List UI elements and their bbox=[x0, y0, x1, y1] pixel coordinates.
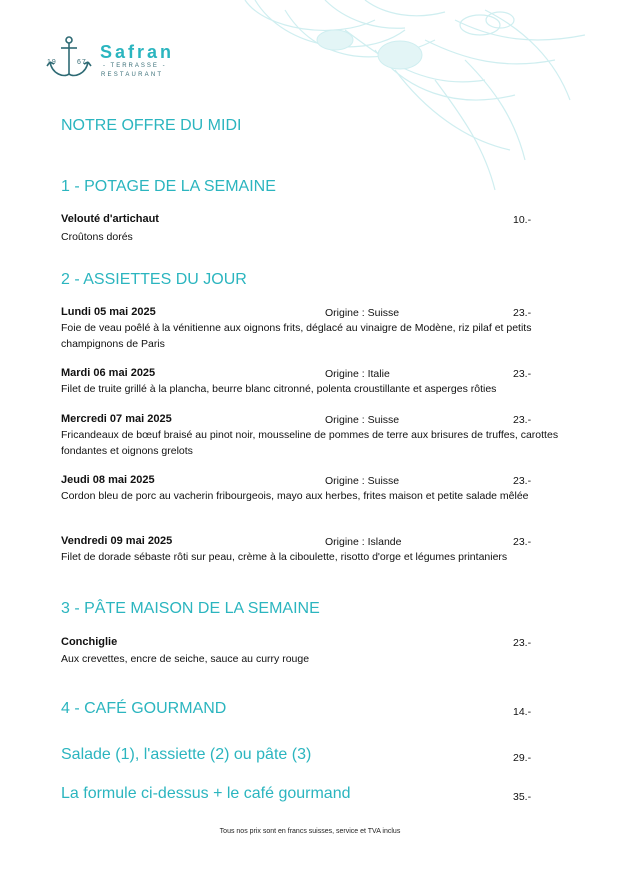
origin-tuesday: Origine : Italie bbox=[325, 368, 390, 380]
day-monday: Lundi 05 mai 2025 bbox=[61, 306, 156, 318]
footer-note: Tous nos prix sont en francs suisses, service et TVA inclus bbox=[219, 828, 401, 835]
origin-monday: Origine : Suisse bbox=[325, 307, 400, 319]
desc-monday: Foie de veau poêlé à la vénitienne aux oignons frits, déglacé au vinaigre de Modène, riz pilaf et petits champignons de Paris bbox=[61, 322, 532, 350]
brand-name: Safran bbox=[100, 42, 175, 62]
day-wednesday: Mercredi 07 mai 2025 bbox=[61, 413, 172, 425]
potage-desc: Croûtons dorés bbox=[61, 231, 133, 243]
section-assiettes-heading: 2 - ASSIETTES DU JOUR bbox=[61, 271, 247, 288]
origin-friday: Origine : Islande bbox=[325, 536, 402, 548]
origin-thursday: Origine : Suisse bbox=[325, 475, 400, 487]
desc-friday: Filet de dorade sébaste rôti sur peau, crème à la ciboulette, risotto d'orge et légumes printaniers bbox=[61, 551, 508, 563]
logo-year-right: 67 bbox=[77, 59, 87, 66]
pate-desc: Aux crevettes, encre de seiche, sauce au curry rouge bbox=[61, 653, 310, 665]
desc-tuesday: Filet de truite grillé à la plancha, beurre blanc citronné, polenta croustillante et asperges rôties bbox=[61, 383, 497, 395]
price-tuesday: 23.- bbox=[513, 368, 532, 380]
potage-name: Velouté d'artichaut bbox=[61, 213, 159, 225]
cafe-price: 14.- bbox=[513, 706, 532, 718]
day-tuesday: Mardi 06 mai 2025 bbox=[61, 367, 156, 379]
brand-subtitle-restaurant: RESTAURANT bbox=[101, 72, 164, 78]
formule-1-label: Salade (1), l'assiette (2) ou pâte (3) bbox=[61, 746, 312, 763]
logo-year-left: 19 bbox=[47, 59, 57, 66]
formule-1-price: 29.- bbox=[513, 752, 532, 764]
price-thursday: 23.- bbox=[513, 475, 532, 487]
formule-2-label: La formule ci-dessus + le café gourmand bbox=[61, 785, 351, 802]
page-title: NOTRE OFFRE DU MIDI bbox=[61, 117, 242, 134]
section-potage-heading: 1 - POTAGE DE LA SEMAINE bbox=[61, 178, 276, 195]
price-wednesday: 23.- bbox=[513, 414, 532, 426]
brand-subtitle-terrasse: - TERRASSE - bbox=[103, 63, 167, 69]
origin-wednesday: Origine : Suisse bbox=[325, 414, 400, 426]
anchor-logo-icon bbox=[44, 34, 94, 82]
day-thursday: Jeudi 08 mai 2025 bbox=[61, 474, 155, 486]
section-cafe-heading: 4 - CAFÉ GOURMAND bbox=[61, 700, 227, 717]
section-pate-heading: 3 - PÂTE MAISON DE LA SEMAINE bbox=[61, 600, 320, 617]
pate-price: 23.- bbox=[513, 637, 532, 649]
price-monday: 23.- bbox=[513, 307, 532, 319]
desc-wednesday: Fricandeaux de bœuf braisé au pinot noir, mousseline de pommes de terre aux brisures de truffes, carottes fondantes et oignons grelots bbox=[61, 429, 559, 457]
potage-price: 10.- bbox=[513, 214, 532, 226]
jellyfish-illustration bbox=[225, 0, 620, 200]
formule-2-price: 35.- bbox=[513, 791, 532, 803]
day-friday: Vendredi 09 mai 2025 bbox=[61, 535, 173, 547]
pate-name: Conchiglie bbox=[61, 636, 118, 648]
price-friday: 23.- bbox=[513, 536, 532, 548]
desc-thursday: Cordon bleu de porc au vacherin fribourgeois, mayo aux herbes, frites maison et petite salade mêlée bbox=[61, 490, 529, 502]
